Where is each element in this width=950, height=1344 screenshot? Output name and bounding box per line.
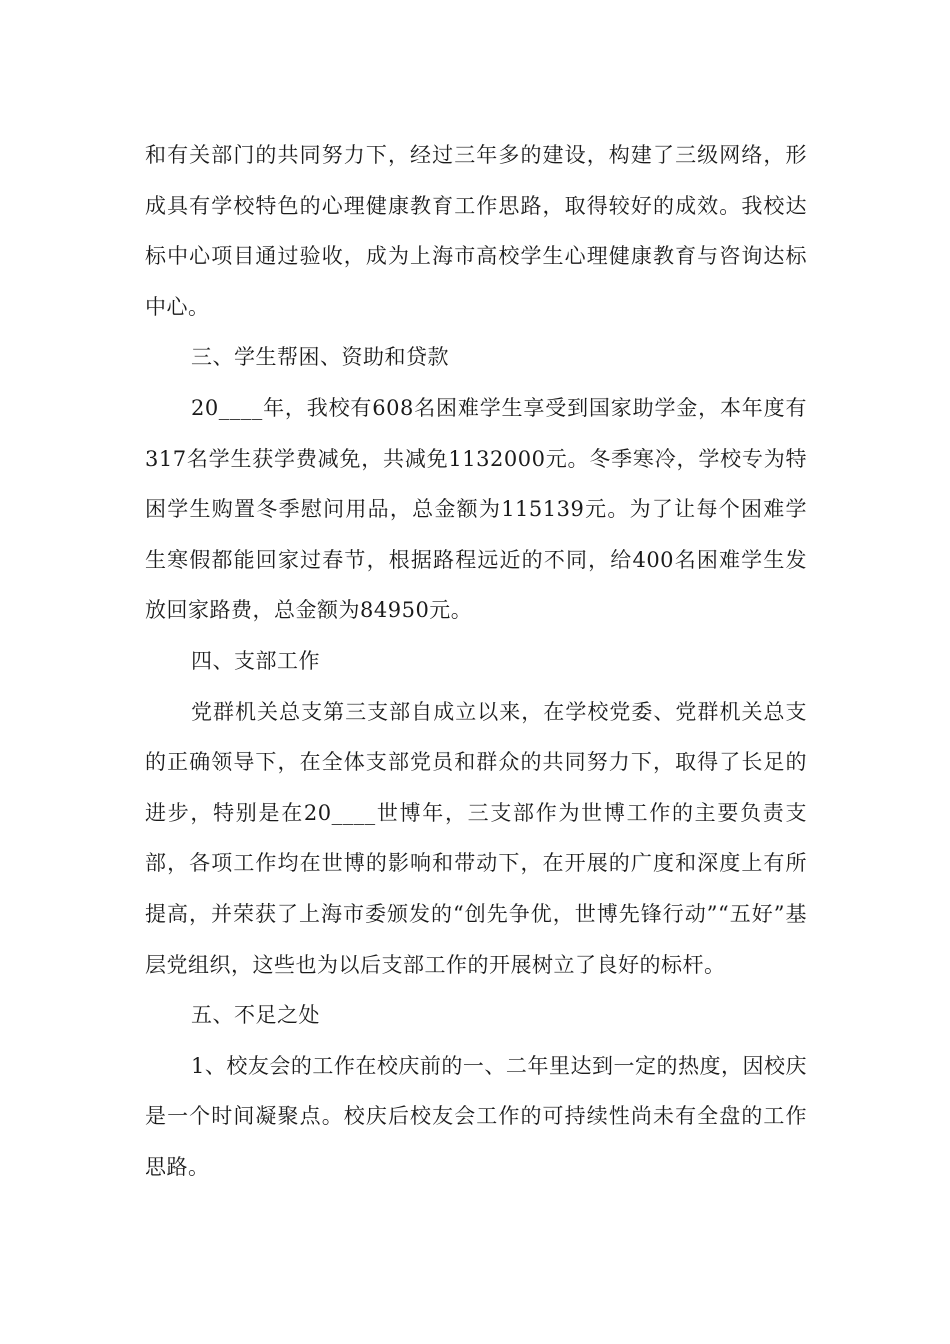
section-heading-branch-work: 四、支部工作 [191,648,320,673]
paragraph-shortcomings-1: 1、校友会的工作在校庆前的一、二年里达到一定的热度，因校庆是一个时间凝聚点。校庆后校友会工作的可持续性尚未有全盘的工作思路。 [145,1053,807,1179]
section-heading-student-aid: 三、学生帮困、资助和贷款 [191,345,449,370]
paragraph-branch-work: 党群机关总支第三支部自成立以来，在学校党委、党群机关总支的正确领导下，在全体支部党员和群众的共同努力下，取得了长足的进步，特别是在20____世博年，三支部作为世博工作的主要负责支部，各项工作均在世博的影响和带动下，在开展的广度和深度上有所提高，并荣获了上海市委颁发的“创先争优，世博先锋行动”“五好”基层党组织，这些也为以后支部工作的开展树立了良好的标杆。 [145,699,807,977]
document-body [145,130,807,1192]
paragraph-student-aid: 20____年，我校有608名困难学生享受到国家助学金，本年度有317名学生获学费减免，共减免1132000元。冬季寒冷，学校专为特困学生购置冬季慰问用品，总金额为115139元。为了让每个困难学生寒假都能回家过春节，根据路程远近的不同，给400名困难学生发放回家路费，总金额为84950元。 [145,395,807,623]
paragraph-intro: 和有关部门的共同努力下，经过三年多的建设，构建了三级网络，形成具有学校特色的心理健康教育工作思路，取得较好的成效。我校达标中心项目通过验收，成为上海市高校学生心理健康教育与咨询达标中心。 [145,143,807,319]
section-heading-shortcomings: 五、不足之处 [191,1003,320,1028]
